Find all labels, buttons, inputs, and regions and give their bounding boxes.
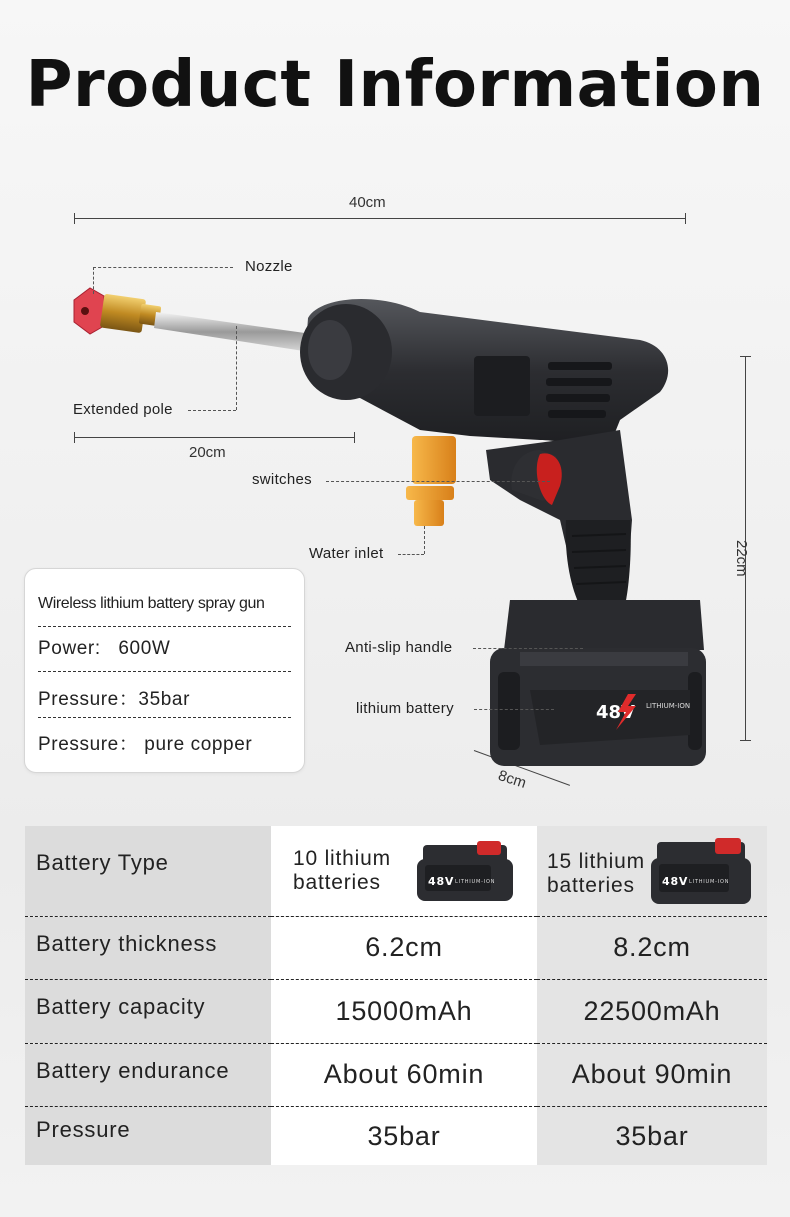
battery-voltage-mark: 48V (596, 702, 635, 723)
table-row (25, 980, 767, 1043)
row-label-battery-endurance: Battery endurance (25, 1044, 271, 1107)
length-dimension-label: 40cm (349, 194, 386, 211)
table-row (25, 1107, 767, 1165)
row-label-battery-thickness: Battery thickness (25, 917, 271, 980)
callout-lithium-battery: lithium battery (356, 700, 454, 717)
pressure-a: 35bar (271, 1107, 537, 1165)
battery-a-image (415, 839, 515, 903)
extended-pole (154, 312, 312, 352)
callout-switches: switches (252, 471, 312, 488)
nozzle-tip (74, 288, 104, 334)
battery-comparison-table (25, 826, 767, 1165)
battery-type-a-line1: 10 lithium (293, 846, 391, 870)
battery-width-dimension-label: 8cm (496, 767, 529, 792)
svg-text:48V: 48V (428, 874, 455, 888)
callout-nozzle: Nozzle (245, 258, 293, 275)
battery-type-a-line2: batteries (293, 870, 381, 894)
battery-endurance-b: About 90min (537, 1044, 767, 1107)
table-row (25, 1044, 767, 1107)
row-label-battery-type: Battery Type (25, 826, 271, 916)
callout-water-inlet: Water inlet (309, 545, 384, 562)
height-dimension-label: 22cm (733, 540, 750, 577)
battery-type-a-cell (271, 826, 537, 916)
table-row (25, 917, 767, 980)
callout-extended-pole: Extended pole (73, 401, 173, 418)
svg-text:LITHIUM-ION: LITHIUM-ION (689, 878, 730, 885)
battery-capacity-b: 22500mAh (537, 980, 767, 1043)
row-label-pressure: Pressure (25, 1107, 271, 1165)
spec-card (24, 568, 305, 773)
pressure-b: 35bar (537, 1107, 767, 1165)
spec-pressure: Pressure：35bar (38, 689, 191, 710)
spec-heading: Wireless lithium battery spray gun (38, 595, 265, 612)
battery-type-mark: LITHIUM-ION (646, 702, 691, 710)
battery-pack (490, 600, 706, 766)
page-title: Product Information (25, 48, 765, 122)
battery-endurance-a: About 60min (271, 1044, 537, 1107)
spec-material: Pressure： pure copper (38, 734, 253, 755)
battery-thickness-b: 8.2cm (537, 917, 767, 980)
table-row (25, 826, 767, 916)
pole-dimension-label: 20cm (189, 444, 226, 461)
battery-capacity-a: 15000mAh (271, 980, 537, 1043)
battery-type-b-cell (537, 826, 767, 916)
svg-text:48V: 48V (662, 874, 689, 888)
battery-type-b-line2: batteries (547, 873, 635, 897)
row-label-battery-capacity: Battery capacity (25, 980, 271, 1043)
callout-anti-slip-handle: Anti-slip handle (345, 639, 453, 656)
brass-coupler (100, 294, 161, 334)
battery-thickness-a: 6.2cm (271, 917, 537, 980)
spec-power: Power: 600W (38, 638, 171, 659)
battery-b-image (649, 836, 753, 906)
svg-text:LITHIUM-ION: LITHIUM-ION (455, 878, 496, 885)
battery-type-b-line1: 15 lithium (547, 849, 645, 873)
